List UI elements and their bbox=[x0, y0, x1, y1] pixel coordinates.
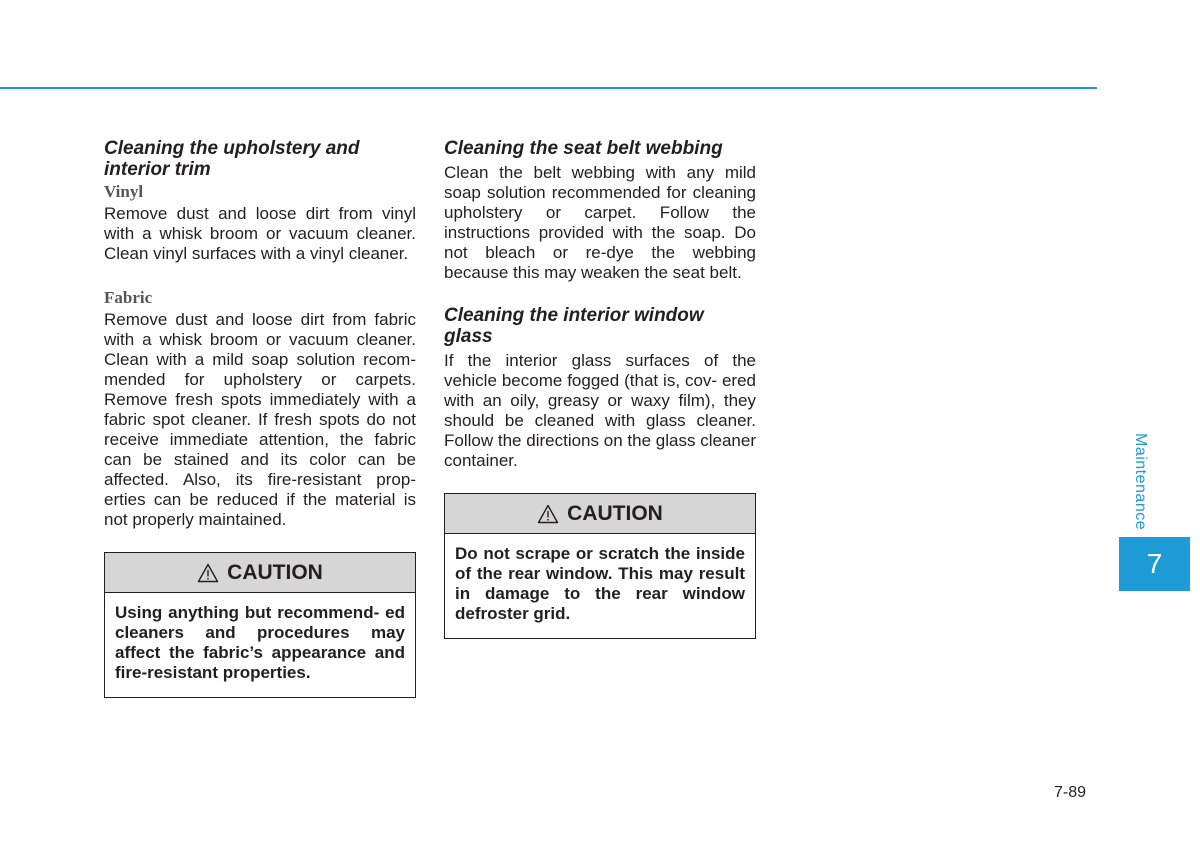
fabric-subheading: Fabric bbox=[104, 288, 153, 307]
warning-triangle-icon bbox=[537, 504, 559, 524]
window-paragraph: If the interior glass surfaces of the vehicle become fogged (that is, cov- ered with an oily, greasy or waxy film), they should be cleaned with glass cleaner. Follow the directions on the glass cleaner container. bbox=[444, 351, 756, 470]
vinyl-paragraph: Remove dust and loose dirt from vinyl with a whisk broom or vacuum cleaner. Clean vinyl surfaces with a vinyl cleaner. bbox=[104, 204, 416, 263]
window-heading: Cleaning the interior window glass bbox=[444, 305, 704, 347]
upholstery-heading: Cleaning the upholstery and interior trim bbox=[104, 138, 360, 180]
window-caution-box bbox=[444, 493, 756, 639]
caution-title: CAUTION bbox=[227, 560, 323, 584]
seatbelt-paragraph: Clean the belt webbing with any mild soap solution recommended for cleaning upholstery or carpet. Follow the instructions provided with the soap. Do not bleach or re-dye the webbing because this may weaken the seat belt. bbox=[444, 163, 756, 282]
caution-header bbox=[105, 553, 415, 593]
section-label-text: Maintenance bbox=[1132, 433, 1149, 531]
vinyl-subheading: Vinyl bbox=[104, 182, 144, 201]
page-number: 7-89 bbox=[1054, 784, 1087, 801]
caution-header bbox=[445, 494, 755, 534]
caution-text: Do not scrape or scratch the inside of the rear window. This may result in damage to the rear window defroster grid. bbox=[455, 544, 745, 623]
left-column bbox=[104, 138, 416, 698]
chapter-number: 7 bbox=[1146, 548, 1163, 579]
caution-text: Using anything but recommend- ed cleaners and procedures may affect the fabric’s appearance and fire-resistant properties. bbox=[115, 603, 405, 682]
right-column bbox=[444, 138, 756, 639]
chapter-tab bbox=[1119, 537, 1190, 591]
seatbelt-heading: Cleaning the seat belt webbing bbox=[444, 138, 723, 159]
top-rule bbox=[0, 87, 1097, 89]
fabric-paragraph: Remove dust and loose dirt from fabric with a whisk broom or vacuum cleaner. Clean with a mild soap solution recom- mended for upholstery or carpets. Remove fresh spots immediately with a fabric spot cleaner. If fresh spots do not receive immediate attention, the fabric can be stained and its color can be affected. Also, its fire-resistant prop- erties can be reduced if the material is not properly maintained. bbox=[104, 310, 416, 529]
warning-triangle-icon bbox=[197, 563, 219, 583]
section-label bbox=[1128, 430, 1152, 534]
fabric-caution-box bbox=[104, 552, 416, 698]
caution-title: CAUTION bbox=[567, 501, 663, 525]
